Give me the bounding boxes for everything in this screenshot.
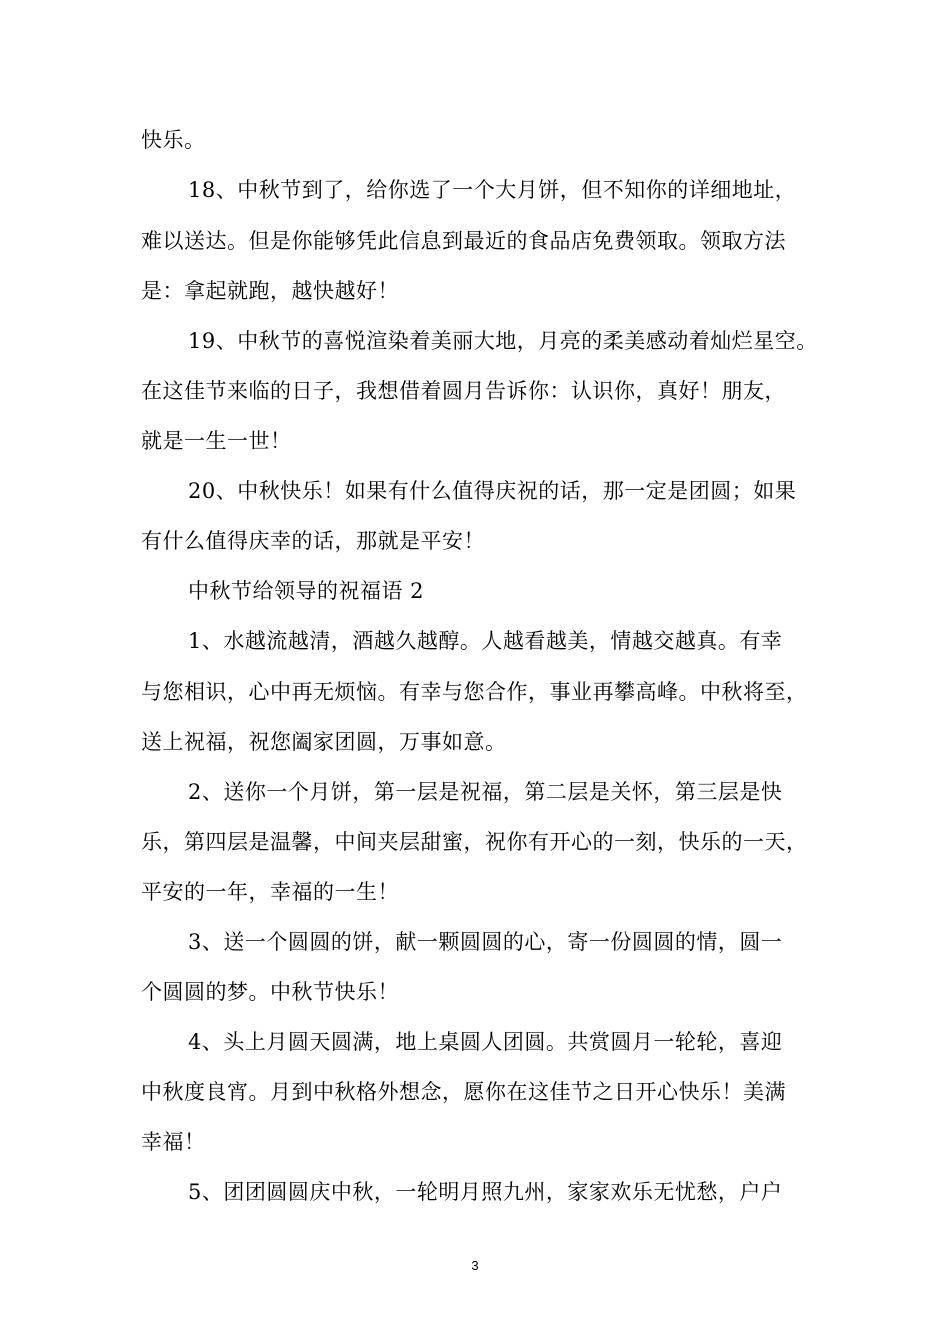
text-line: 1、水越流越清，酒越久越醇。人越看越美，情越交越真。有幸	[188, 629, 783, 653]
text-line: 5、团团圆圆庆中秋，一轮明月照九州，家家欢乐无忧愁，户户	[188, 1180, 783, 1204]
text-line: 快乐。	[141, 128, 206, 152]
text-line: 平安的一年，幸福的一生！	[141, 880, 399, 904]
text-line: 是：拿起就跑，越快越好！	[141, 279, 399, 303]
text-line: 中秋度良宵。月到中秋格外想念，愿你在这佳节之日开心快乐！美满	[141, 1080, 786, 1104]
text-line: 2、送你一个月饼，第一层是祝福，第二层是关怀，第三层是快	[188, 780, 783, 804]
section-heading: 中秋节给领导的祝福语 2	[188, 579, 425, 603]
text-line: 与您相识，心中再无烦恼。有幸与您合作，事业再攀高峰。中秋将至，	[141, 680, 808, 704]
text-line: 乐，第四层是温馨，中间夹层甜蜜，祝你有开心的一刻，快乐的一天，	[141, 830, 808, 854]
text-line: 20、中秋快乐！如果有什么值得庆祝的话，那一定是团圆；如果	[188, 479, 797, 503]
text-line: 就是一生一世！	[141, 429, 292, 453]
text-line: 难以送达。但是你能够凭此信息到最近的食品店免费领取。领取方法	[141, 229, 786, 253]
text-line: 幸福！	[141, 1130, 206, 1154]
text-line: 送上祝福，祝您阖家团圆，万事如意。	[141, 730, 507, 754]
text-line: 有什么值得庆幸的话，那就是平安！	[141, 529, 485, 553]
text-line: 4、头上月圆天圆满，地上桌圆人团圆。共赏圆月一轮轮，喜迎	[188, 1030, 783, 1054]
text-line: 在这佳节来临的日子，我想借着圆月告诉你：认识你，真好！朋友，	[141, 379, 786, 403]
text-line: 18、中秋节到了，给你选了一个大月饼，但不知你的详细地址，	[188, 178, 797, 202]
text-line: 19、中秋节的喜悦渲染着美丽大地，月亮的柔美感动着灿烂星空。	[188, 329, 818, 353]
text-line: 个圆圆的梦。中秋节快乐！	[141, 980, 399, 1004]
text-line: 3、送一个圆圆的饼，献一颗圆圆的心，寄一份圆圆的情，圆一	[188, 930, 783, 954]
page-number: 3	[471, 1258, 479, 1273]
